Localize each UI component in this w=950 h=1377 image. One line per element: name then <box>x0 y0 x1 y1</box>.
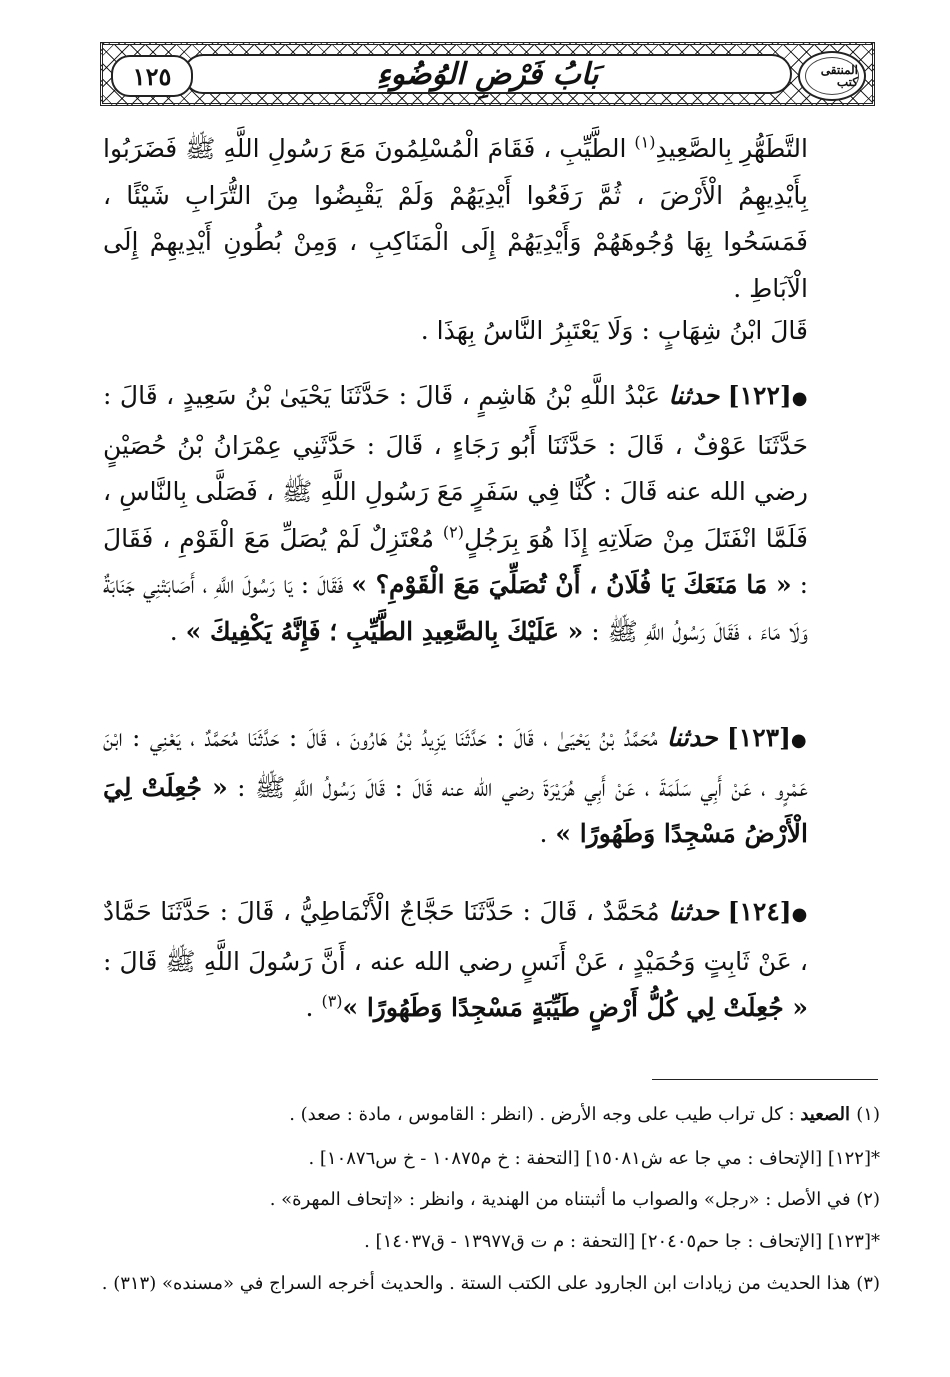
footnote-4: *[١٢٣] [الإتحاف : جا حم٢٠٤٠٥] [التحفة : م ت ق١٣٩٧٧ - ق١٤٠٣٧] . <box>364 1231 880 1252</box>
footnote-1-text: : كل تراب طيب على وجه الأرض . (انظر : القاموس ، مادة : صعد) . <box>289 1104 801 1125</box>
hadith-bullet: ● <box>790 730 808 751</box>
footnote-3: (٢) في الأصل : «رجل» والصواب ما أثبتناه من الهندية ، وانظر : «إتحاف المهرة» . <box>269 1189 880 1210</box>
footnote-ref-3: (٣) <box>321 991 343 1011</box>
hadith-123-quote: « جُعِلَتْ لِيَ الْأَرْضُ مَسْجِدًا وَطَهُورًا » <box>103 772 808 848</box>
hadith-122-text-b: مُعْتَزِلٌ لَمْ يُصَلِّ مَعَ الْقَوْمِ ، فَقَالَ : <box>103 523 809 599</box>
paragraph-2 <box>103 308 808 355</box>
book-logo-text: المنتقى كتب <box>805 57 859 95</box>
hadith-123-text-a: مُحَمَّدُ بْنُ يَحْيَىٰ ، قَالَ : حَدَّثَنَا يَزِيدُ بْنُ هَارُونَ ، قَالَ : حَدَّثَنَا مُحَمَّدٌ ، يَعْنِي : ابْنَ عَمْرٍو ، عَنْ أَبِي سَلَمَةَ ، عَنْ أَبِي هُرَيْرَةَ رضي الله عنه قَالَ : قَالَ رَسُولُ اللَّهِ ﷺ : <box>103 723 809 802</box>
hadith-122-quote-1: « مَا مَنَعَكَ يَا فُلَانُ ، أَنْ تُصَلِّيَ مَعَ الْقَوْمِ؟ » <box>351 570 792 599</box>
paragraph-2-text: قَالَ ابْنُ شِهَابٍ : وَلَا يَعْتَبِرُ النَّاسُ بِهَذَا . <box>420 316 808 345</box>
narration-word: حدثنا <box>668 897 720 926</box>
hadith-bullet: ● <box>791 388 808 409</box>
hadith-number: [١٢٤] <box>727 897 792 926</box>
hadith-124-text-a: مُحَمَّدٌ ، قَالَ : حَدَّثَنَا حَجَّاجٌ الْأَنْمَاطِيُّ ، قَالَ : حَدَّثَنَا حَمَّادٌ ، عَنْ ثَابِتٍ وَحُمَيْدٍ ، عَنْ أَنَسٍ رضي الله عنه ، أَنَّ رَسُولَ اللَّهِ ﷺ قَالَ : <box>103 897 808 976</box>
footnote-1-term: الصعيد <box>800 1104 857 1125</box>
footnote-1-label: (١) <box>856 1104 880 1125</box>
paragraph-1-text-b: الطَّيِّبِ ، فَقَامَ الْمُسْلِمُونَ مَعَ رَسُولِ اللَّهِ ﷺ فَضَرَبُوا بِأَيْدِيهِمُ الْأَرْضَ ، ثُمَّ رَفَعُوا أَيْدِيَهُمْ وَلَمْ يَقْبِضُوا مِنَ التُّرَابِ شَيْئًا ، فَمَسَحُوا بِهَا وُجُوهَهُمْ وَأَيْدِيَهُمْ إِلَى الْمَنَاكِبِ ، وَمِنْ بُطُونِ أَيْدِيهِمْ إِلَى الْآبَاطِ . <box>103 134 808 303</box>
hadith-number: [١٢٣] <box>726 723 791 752</box>
paragraph-1-text-a: التَّطَهُّرِ بِالصَّعِيدِ <box>655 134 808 163</box>
footnote-separator <box>652 1079 878 1080</box>
book-logo <box>798 51 866 101</box>
hadith-124-text-b: . <box>305 993 322 1022</box>
hadith-bullet: ● <box>791 904 808 925</box>
page-number: ١٢٥ <box>111 55 193 97</box>
hadith-124-quote: « جُعِلَتْ لِي كُلُّ أَرْضٍ طَيِّبَةٍ مَسْجِدًا وَطَهُورًا » <box>342 993 808 1022</box>
hadith-122-text-a: عَبْدُ اللَّهِ بْنُ هَاشِمٍ ، قَالَ : حَدَّثَنَا يَحْيَىٰ بْنُ سَعِيدٍ ، قَالَ : حَدَّثَنَا عَوْفٌ ، قَالَ : حَدَّثَنَا أَبُو رَجَاءٍ ، قَالَ : حَدَّثَنِي عِمْرَانُ بْنُ حُصَيْنٍ رضي الله عنه قَالَ : كُنَّا فِي سَفَرٍ مَعَ رَسُولِ اللَّهِ ﷺ ، فَصَلَّى بِالنَّاسِ ، فَلَمَّا انْفَتَلَ مِنْ صَلَاتِهِ إِذَا هُوَ بِرَجُلٍ <box>103 381 809 553</box>
hadith-123 <box>103 715 808 858</box>
chapter-title: بَابُ فَرْضِ الوُضُوءِ <box>376 56 599 92</box>
hadith-123-text-b: . <box>539 819 556 848</box>
narration-word: حدثنا <box>666 723 718 752</box>
footnote-5: (٣) هذا الحديث من زيادات ابن الجارود على الكتب الستة . والحديث أخرجه السراج في «مسنده» (٣١٣) . <box>101 1273 880 1294</box>
footnote-ref-2: (٢) <box>442 522 465 542</box>
page-header <box>100 42 875 106</box>
footnote-ref-1: (١) <box>634 132 656 152</box>
narration-word: حدثنا <box>668 381 720 410</box>
hadith-122-text-c: فَقَالَ : يَا رَسُولَ اللَّهِ ، أَصَابَتْنِي جَنَابَةٌ وَلَا مَاءَ ، فَقَالَ رَسُولُ اللَّهِ ﷺ : <box>103 570 808 646</box>
hadith-124 <box>103 889 808 1032</box>
hadith-122 <box>103 373 808 655</box>
hadith-122-text-d: . <box>169 616 186 646</box>
footnote-1 <box>100 1102 880 1127</box>
chapter-title-band <box>183 54 792 94</box>
hadith-number: [١٢٢] <box>727 381 792 410</box>
paragraph-1 <box>103 126 808 312</box>
hadith-122-quote-2: « عَلَيْكَ بِالصَّعِيدِ الطَّيِّبِ ؛ فَإِنَّهُ يَكْفِيكَ » <box>185 616 584 646</box>
footnote-2: *[١٢٢] [الإتحاف : مي جا عه ش١٥٠٨١] [التحفة : خ م١٠٨٧٥ - خ س١٠٨٧٦] . <box>308 1148 880 1169</box>
